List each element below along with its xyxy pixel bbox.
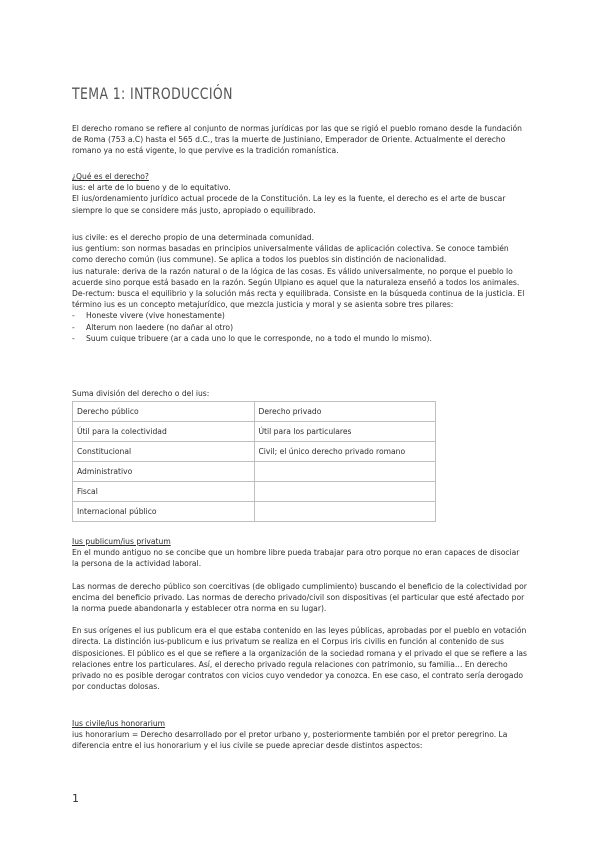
publicum-p2: Las normas de derecho público son coercitivas (de obligado cumplimiento) buscando el beneficio de la colectividad por encima del beneficio privado. Las normas de derecho privado/civil son dispositivas (el particular que esté afectado por la norma puede abandonarla y establecer otra norma en su lugar). [72,581,527,614]
table-cell: Internacional público [73,502,255,522]
publicum-p3: En sus orígenes el ius publicum era el que estaba contenido en las leyes públicas, aprobadas por el pueblo en votación directa. La distinción ius-publicum e ius privatum se realiza en el Corpus iris civilis en función al contenido de sus disposiciones. El público es el que se refiere a la organización de la sociedad romana y el privado el que se refiere a las relaciones entre los particulares. Así, el derecho privado regula relaciones con patrimonio, su familia… En derecho privado no es posible derogar contratos con vicios cuyo vendedor ya conozca. En ese caso, el contrato sería derogado por conductas dolosas. [72,626,527,692]
table-cell: Derecho privado [254,402,436,422]
table-cell: Administrativo [73,462,255,482]
table-cell [254,502,436,522]
publicum-p1: En el mundo antiguo no se concibe que un hombre libre pueda trabajar para otro porque no eran capaces de disociar la persona de la actividad laboral. [72,548,520,569]
pilar-item: - Alterum non laedere (no dañar al otro) [72,322,528,333]
division-caption: Suma división del derecho o del ius: [72,389,210,398]
table-row [73,482,436,502]
section-tipos [72,232,528,344]
pilar-item: - Honeste vivere (vive honestamente) [72,310,528,321]
ius-naturale-text: ius naturale: deriva de la razón natural o de la lógica de las cosas. Es válido universalmente, no porque el pueblo lo acuerde sino porque está basado en la razón. Según Ulpiano es aquel que la naturaleza enseñó a todos los animales. [72,266,520,287]
section-honorarium [72,718,528,752]
de-rectum-text: De-rectum: busca el equilibrio y la solución más recta y equilibrada. Consiste en la búsqueda continua de la justicia. El término ius es un concepto metajurídico, que mezcla justicia y moral y se asienta sobre tres pilares: [72,289,525,310]
honorarium-p1: ius honorarium = Derecho desarrollado por el pretor urbano y, posteriormente también por el pretor peregrino. La diferencia entre el ius honorarium y el ius civile se puede apreciar desde distintos aspectos: [72,730,508,751]
ordenamiento-text: El ius/ordenamiento jurídico actual procede de la Constitución. La ley es la fuente, el derecho es el arte de buscar siempre lo que se considere más justo, apropiado o equilibrado. [72,194,506,215]
table-cell [254,462,436,482]
table-cell: Útil para la colectividad [73,422,255,442]
table-row [73,402,436,422]
table-cell: Fiscal [73,482,255,502]
section-publicum [72,536,528,692]
ius-gentium-text: ius gentium: son normas basadas en principios universalmente válidas de aplicación colectiva. Se conoce también como derecho común (ius commune). Se aplica a todos los pueblos sin distinción de nacionalidad. [72,244,509,265]
table-cell: Útil para los particulares [254,422,436,442]
table-cell: Civil; el único derecho privado romano [254,442,436,462]
section-heading: Ius publicum/ius privatum [72,537,171,546]
table-row [73,442,436,462]
ius-definition: ius: el arte de lo bueno y de lo equitativo. [72,183,231,193]
table-cell: Derecho público [73,402,255,422]
intro-text: El derecho romano se refiere al conjunto de normas jurídicas por las que se rigió el pueblo romano desde la fundación de Roma (753 a.C) hasta el 565 d.C., tras la muerte de Justiniano, Emperador de Oriente. Actualmente el derecho romano ya no está vigente, lo que pervive es la tradición romanística. [72,124,522,156]
table-cell [254,482,436,502]
section-heading: Ius civile/ius honorarium [72,719,166,728]
ius-civile-text: ius civile: es el derecho propio de una determinada comunidad. [72,233,315,242]
section-que-es [72,171,528,216]
table-cell: Constitucional [73,442,255,462]
division-table [72,401,436,522]
table-row [73,502,436,522]
intro-paragraph [72,123,528,157]
page-number: 1 [72,792,79,805]
pilar-item: - Suum cuique tribuere (ar a cada uno lo que le corresponde, no a todo el mundo lo mismo). [72,333,528,344]
section-heading: ¿Qué es el derecho? [72,172,149,181]
table-row [73,462,436,482]
table-row [73,422,436,442]
page-title: TEMA 1: INTRODUCCIÓN [72,84,233,103]
